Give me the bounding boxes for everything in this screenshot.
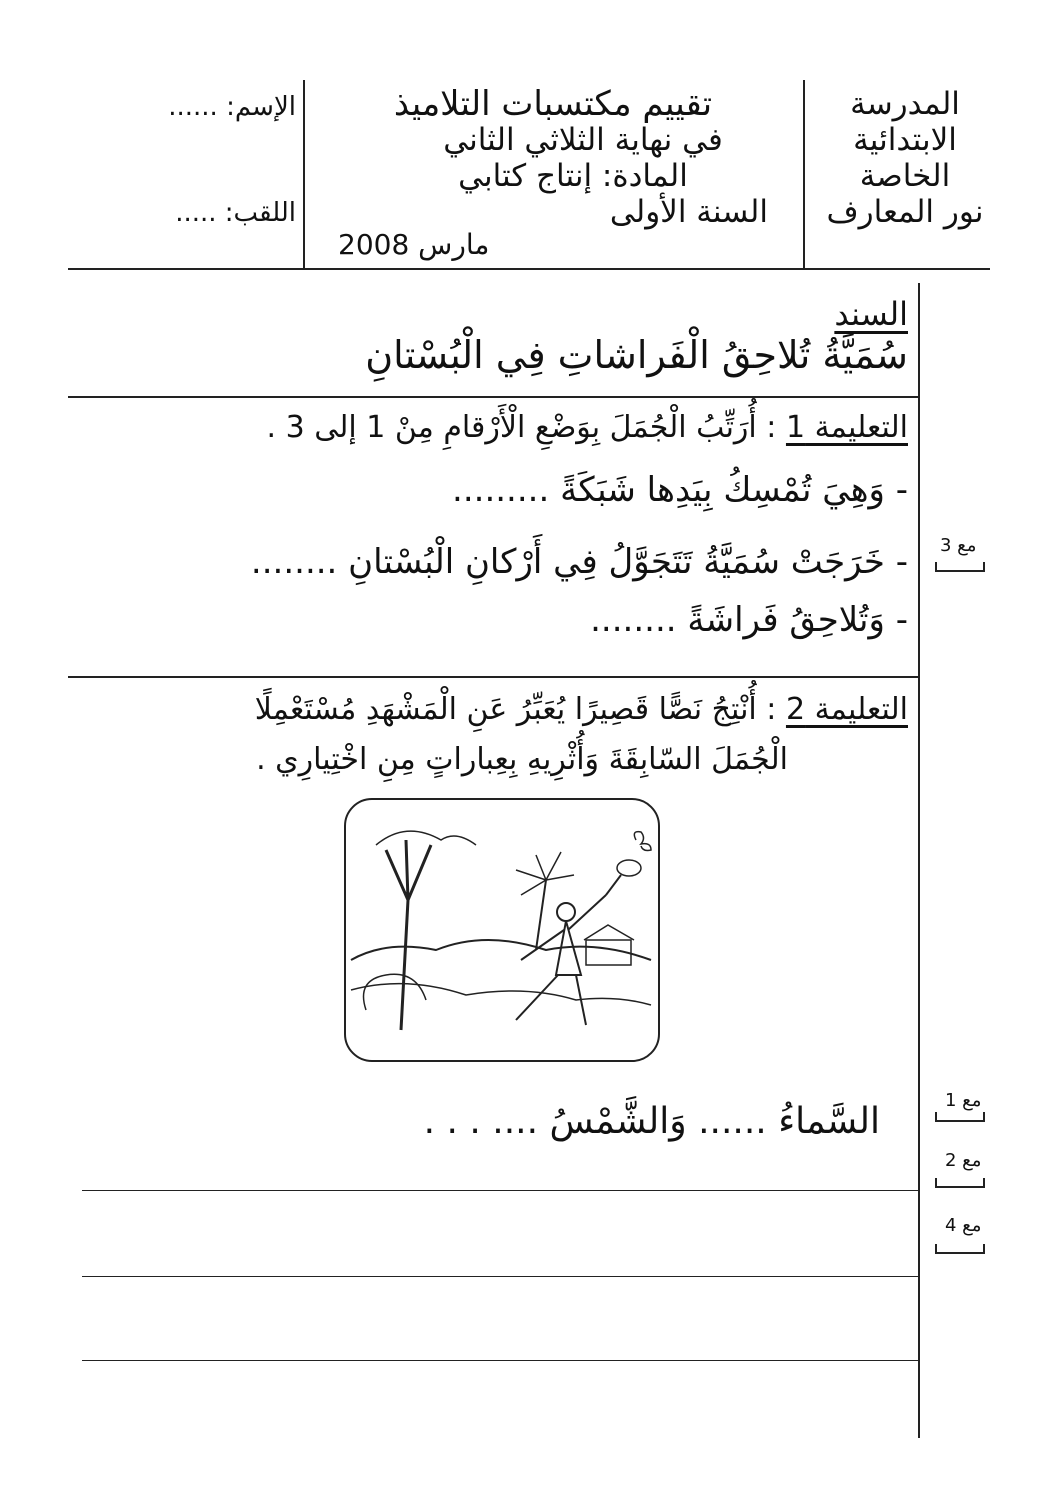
task1-bottom-rule <box>68 676 918 678</box>
task2-instruction <box>80 690 908 780</box>
writing-line-1 <box>82 1190 918 1191</box>
task2-words-line: السَّماءُ ...... وَالشَّمْسُ .... . . . <box>423 1101 880 1142</box>
task1-sentence-1: - وَهِيَ تُمْسِكُ بِيَدِها شَبَكَةً ......... <box>452 470 908 510</box>
school-line-4: نور المعارف <box>826 194 984 230</box>
task2-instruction-line-2: الْجُمَلَ السّابِقَةَ وَأُثْرِيهِ بِعِباراتٍ مِنِ اخْتِيارِي . <box>256 742 788 777</box>
school-line-3: الخاصة <box>859 158 951 194</box>
task2-score-3: مع 4 <box>945 1215 982 1236</box>
task2-label: التعليمة 2 <box>785 692 908 727</box>
title-line-3: المادة: إنتاج كتابي <box>458 158 688 194</box>
header-bottom-rule <box>68 268 990 270</box>
exam-date: مارس 2008 <box>338 228 490 261</box>
surname-dots: ..... <box>175 198 217 228</box>
title-line-4: السنة الأولى <box>609 194 768 230</box>
evaluation-title <box>318 86 788 230</box>
task1-label: التعليمة 1 <box>785 410 908 445</box>
header-divider-left <box>303 80 305 270</box>
score-margin-rule <box>918 283 920 1438</box>
writing-line-3 <box>82 1360 918 1361</box>
name-dots: ...... <box>168 92 218 122</box>
task1-score: مع 3 <box>940 535 977 556</box>
sanad-title: سُمَيَّةُ تُلاحِقُ الْفَراشاتِ فِي الْبُسْتانِ <box>365 333 908 377</box>
task1-sentence-3: - وَتُلاحِقُ فَراشَةً ........ <box>590 600 908 640</box>
surname-field <box>98 198 296 228</box>
name-label: الإسم: <box>226 92 296 122</box>
writing-line-2 <box>82 1276 918 1277</box>
girl-chasing-butterfly-illustration <box>346 800 658 1060</box>
header-divider-right <box>803 80 805 270</box>
title-line-2: في نهاية الثلاثي الثاني <box>443 122 723 158</box>
task2-score-3-ticks <box>935 1244 985 1254</box>
sanad-label-text: السند <box>834 295 908 333</box>
task2-score-2-ticks <box>935 1178 985 1188</box>
school-name <box>815 86 995 230</box>
task2-score-1: مع 1 <box>945 1090 982 1111</box>
illustration-frame <box>344 798 660 1062</box>
sanad-bottom-rule <box>68 396 918 398</box>
task1-score-ticks <box>935 562 985 572</box>
task1-instruction <box>80 408 908 448</box>
task2-score-2: مع 2 <box>945 1150 982 1171</box>
title-line-1: تقييم مكتسبات التلاميذ <box>393 84 713 124</box>
task2-score-1-ticks <box>935 1112 985 1122</box>
task1-instruction-text: : أُرَتِّبُ الْجُمَلَ بِوَضْعِ الْأَرْقامِ مِنْ 1 إلى 3 . <box>266 410 777 445</box>
school-line-2: الابتدائية <box>853 122 957 158</box>
task2-instruction-line-1 <box>80 690 908 730</box>
school-line-1: المدرسة <box>850 86 960 122</box>
surname-label: اللقب: <box>224 198 296 228</box>
name-field <box>88 92 296 122</box>
task2-instruction-text-1: : أُنْتِجُ نَصًّا قَصِيرًا يُعَبِّرُ عَنِ الْمَشْهَدِ مُسْتَعْمِلًا <box>254 692 777 727</box>
task1-sentence-2: - خَرَجَتْ سُمَيَّةُ تَتَجَوَّلُ فِي أَرْكانِ الْبُسْتانِ ........ <box>250 542 908 582</box>
